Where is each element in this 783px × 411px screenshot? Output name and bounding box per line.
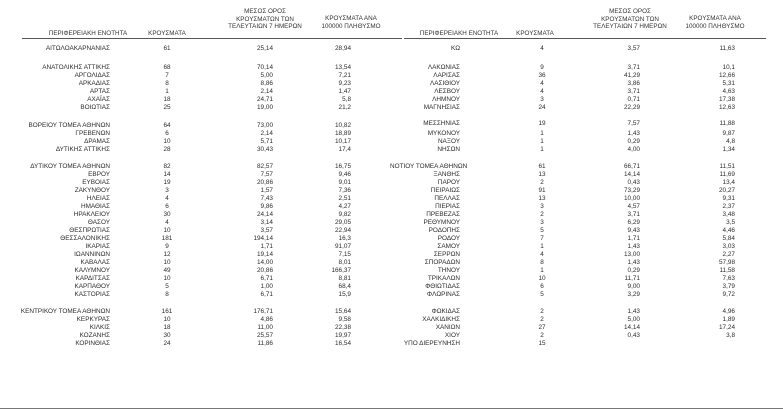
left-header-avg: ΜΕΣΟΣ ΟΡΟΣ ΚΡΟΥΣΜΑΤΩΝ ΤΩΝ ΤΕΛΕΥΤΑΙΩΝ 7 ΗΜΕΡΩΝ [228,8,302,31]
left-row-per100k: 21,2 [338,104,351,111]
left-row-per100k: 9,23 [338,80,351,87]
right-row-cases: 2 [540,179,544,186]
left-row-unit: ΘΕΣΠΡΩΤΙΑΣ [69,227,110,234]
right-row-unit: ΠΙΕΡΙΑΣ [435,203,460,210]
left-row-unit: ΔΥΤΙΚΟΥ ΤΟΜΕΑ ΑΘΗΝΩΝ [30,163,110,170]
left-row-per100k: 9,82 [338,211,351,218]
right-row-per100k: 3,79 [722,283,735,290]
left-row-unit: ΚΑΡΔΙΤΣΑΣ [75,275,110,282]
right-row-per100k: 11,69 [719,171,735,178]
right-row-per100k: 4,96 [722,308,735,315]
left-row-avg: 7,43 [260,195,273,202]
left-row-per100k: 13,54 [335,64,351,71]
right-row-unit: ΡΕΘΥΜΝΟΥ [423,219,460,226]
left-row-avg: 82,57 [257,163,273,170]
right-row-avg: 13,00 [624,251,640,258]
right-header-underline [404,38,766,39]
left-row-per100k: 28,94 [335,45,351,52]
left-row-avg: 24,71 [257,96,273,103]
right-row-cases: 9 [540,64,544,71]
right-row-per100k: 4,8 [726,138,735,145]
right-row-per100k: 3,48 [722,211,735,218]
right-row-unit: ΦΘΙΩΤΙΔΑΣ [425,283,460,290]
right-row-unit: ΞΑΝΘΗΣ [433,171,460,178]
left-row-avg: 24,14 [257,211,273,218]
left-row-cases: 82 [163,163,171,170]
left-row-cases: 9 [165,243,169,250]
right-row-cases: 4 [540,45,544,52]
right-row-cases: 1 [540,267,544,274]
left-row-per100k: 15,9 [338,291,351,298]
right-row-unit: ΣΠΟΡΑΔΩΝ [424,259,460,266]
right-row-avg: 0,43 [627,332,640,339]
right-row-unit: ΠΡΕΒΕΖΑΣ [426,211,460,218]
left-row-cases: 30 [163,211,171,218]
right-row-unit: ΝΗΣΩΝ [437,146,460,153]
left-row-unit: ΘΕΣΣΑΛΟΝΙΚΗΣ [60,235,110,242]
left-row-avg: 19,14 [257,251,273,258]
left-row-per100k: 4,27 [338,203,351,210]
right-row-unit: ΛΕΣΒΟΥ [434,88,460,95]
right-row-unit: ΠΑΡΟΥ [437,179,460,186]
right-row-per100k: 11,63 [719,45,735,52]
right-row-unit: ΜΥΚΟΝΟΥ [427,130,460,137]
right-row-avg: 66,71 [624,163,640,170]
left-row-unit: ΔΥΤΙΚΗΣ ΑΤΤΙΚΗΣ [55,146,110,153]
left-row-unit: ΑΝΑΤΟΛΙΚΗΣ ΑΤΤΙΚΗΣ [42,64,110,71]
right-row-per100k: 4,63 [722,88,735,95]
left-row-avg: 1,71 [260,243,273,250]
left-row-unit: ΚΕΡΚΥΡΑΣ [76,316,110,323]
right-row-per100k: 9,87 [722,130,735,137]
right-row-cases: 2 [540,211,544,218]
left-row-cases: 8 [165,80,169,87]
right-row-per100k: 9,72 [722,291,735,298]
left-row-cases: 19 [163,179,171,186]
left-header-underline [22,38,402,39]
left-row-unit: ΚΟΖΑΝΗΣ [79,332,110,339]
right-row-avg: 3,71 [627,64,640,71]
right-header-cases: ΚΡΟΥΣΜΑΤΑ [516,30,554,37]
right-row-cases: 4 [540,251,544,258]
left-row-avg: 1,00 [260,283,273,290]
left-row-unit: ΚΑΒΑΛΑΣ [80,259,110,266]
right-row-cases: 1 [540,130,544,137]
left-row-unit: ΙΚΑΡΙΑΣ [85,243,110,250]
right-row-avg: 0,43 [627,179,640,186]
left-row-cases: 30 [163,332,171,339]
right-row-unit: ΝΟΤΙΟΥ ΤΟΜΕΑ ΑΘΗΝΩΝ [390,163,468,170]
left-row-per100k: 18,89 [335,130,351,137]
left-row-avg: 176,71 [253,308,273,315]
left-row-avg: 2,14 [260,88,273,95]
right-row-unit: ΣΕΡΡΩΝ [433,251,460,258]
left-row-per100k: 91,07 [335,243,351,250]
left-row-avg: 5,71 [260,138,273,145]
right-row-unit: ΥΠΟ ΔΙΕΡΕΥΝΗΣΗ [403,340,460,347]
left-row-cases: 7 [165,72,169,79]
right-row-cases: 5 [540,291,544,298]
left-row-cases: 14 [163,171,171,178]
right-row-cases: 24 [538,104,546,111]
table-bottom-border [0,408,783,409]
left-row-avg: 7,57 [260,171,273,178]
left-row-per100k: 16,3 [338,235,351,242]
left-row-unit: ΚΟΡΙΝΘΙΑΣ [75,340,110,347]
left-row-avg: 8,86 [260,80,273,87]
right-row-unit: ΜΑΓΝΗΣΙΑΣ [423,104,460,111]
left-row-unit: ΓΡΕΒΕΝΩΝ [75,130,110,137]
right-row-avg: 4,57 [627,203,640,210]
left-row-per100k: 16,75 [335,163,351,170]
right-row-cases: 3 [540,219,544,226]
right-row-per100k: 3,8 [726,332,735,339]
right-row-per100k: 2,37 [722,203,735,210]
right-row-unit: ΠΕΛΛΑΣ [434,195,460,202]
left-row-per100k: 9,01 [338,179,351,186]
right-row-cases: 15 [538,340,546,347]
right-row-cases: 36 [538,72,546,79]
right-row-unit: ΣΑΜΟΥ [437,243,460,250]
right-header-avg: ΜΕΣΟΣ ΟΡΟΣ ΚΡΟΥΣΜΑΤΩΝ ΤΩΝ ΤΕΛΕΥΤΑΙΩΝ 7 ΗΜΕΡΩΝ [593,8,667,31]
right-row-avg: 5,00 [627,316,640,323]
left-row-per100k: 10,17 [335,138,351,145]
left-row-unit: ΑΙΤΩΛΟΑΚΑΡΝΑΝΙΑΣ [45,45,110,52]
left-row-avg: 30,43 [257,146,273,153]
right-row-unit: ΡΟΔΟΠΗΣ [428,227,460,234]
left-row-unit: ΒΟΙΩΤΙΑΣ [80,104,110,111]
left-header-per100k: ΚΡΟΥΣΜΑΤΑ ΑΝΑ 100000 ΠΛΗΘΥΣΜΟ [321,15,381,30]
right-row-per100k: 3,03 [722,243,735,250]
right-row-cases: 2 [540,332,544,339]
left-row-per100k: 17,4 [338,146,351,153]
right-row-unit: ΜΕΣΣΗΝΙΑΣ [423,120,460,127]
left-row-avg: 11,86 [257,340,273,347]
right-row-unit: ΧΑΛΚΙΔΙΚΗΣ [422,316,460,323]
left-row-cases: 4 [165,195,169,202]
right-row-avg: 3,86 [627,80,640,87]
left-row-cases: 10 [163,227,171,234]
right-row-avg: 11,71 [624,275,640,282]
left-row-per100k: 9,46 [338,171,351,178]
right-row-avg: 1,43 [627,259,640,266]
right-row-cases: 5 [540,227,544,234]
left-row-per100k: 9,58 [338,316,351,323]
left-row-cases: 64 [163,122,171,129]
left-row-unit: ΚΙΛΚΙΣ [89,324,110,331]
left-row-per100k: 166,37 [331,267,351,274]
right-row-cases: 19 [538,120,546,127]
right-row-unit: ΦΩΚΙΔΑΣ [431,308,460,315]
left-row-per100k: 7,36 [338,187,351,194]
left-row-per100k: 10,82 [335,122,351,129]
right-row-unit: ΚΩ [450,45,460,52]
right-row-unit: ΛΑΡΙΣΑΣ [433,72,460,79]
left-row-per100k: 15,64 [335,308,351,315]
right-row-cases: 2 [540,316,544,323]
left-row-per100k: 16,54 [335,340,351,347]
right-row-avg: 6,29 [627,219,640,226]
right-row-avg: 3,29 [627,291,640,298]
right-row-cases: 61 [538,163,546,170]
right-row-avg: 4,00 [627,146,640,153]
left-row-cases: 28 [163,146,171,153]
left-row-cases: 8 [165,291,169,298]
left-row-per100k: 7,15 [338,251,351,258]
right-header-unit: ΠΕΡΙΦΕΡΕΙΑΚΗ ΕΝΟΤΗΤΑ [419,30,499,37]
right-row-cases: 10 [538,275,546,282]
left-row-cases: 68 [163,64,171,71]
right-header-per100k: ΚΡΟΥΣΜΑΤΑ ΑΝΑ 100000 ΠΛΗΘΥΣΜΟ [685,15,745,30]
right-row-unit: ΡΟΔΟΥ [437,235,460,242]
left-row-cases: 4 [165,219,169,226]
left-row-unit: ΘΑΣΟΥ [87,219,110,226]
right-row-cases: 13 [538,195,546,202]
right-row-per100k: 17,24 [719,324,735,331]
left-row-cases: 10 [163,275,171,282]
left-row-unit: ΔΡΑΜΑΣ [84,138,110,145]
right-row-avg: 9,00 [627,283,640,290]
right-row-unit: ΠΕΙΡΑΙΩΣ [430,187,460,194]
left-row-unit: ΕΒΡΟΥ [88,171,110,178]
right-row-cases: 13 [538,171,546,178]
right-row-cases: 1 [540,243,544,250]
right-row-per100k: 7,63 [722,275,735,282]
right-row-per100k: 10,1 [722,64,735,71]
left-row-per100k: 1,47 [338,88,351,95]
left-row-unit: ΗΛΕΙΑΣ [86,195,110,202]
left-row-unit: ΑΡΚΑΔΙΑΣ [78,80,110,87]
right-row-cases: 2 [540,308,544,315]
right-row-cases: 3 [540,203,544,210]
left-row-unit: ΕΥΒΟΙΑΣ [82,179,110,186]
left-row-unit: ΑΡΤΑΣ [89,88,110,95]
left-row-avg: 2,14 [260,130,273,137]
left-row-per100k: 2,51 [338,195,351,202]
left-row-cases: 61 [163,45,171,52]
right-row-per100k: 5,31 [722,80,735,87]
right-row-per100k: 11,51 [719,163,735,170]
left-row-avg: 6,71 [260,291,273,298]
right-row-cases: 1 [540,138,544,145]
left-row-cases: 12 [163,251,171,258]
left-row-cases: 18 [163,324,171,331]
right-row-cases: 6 [540,283,544,290]
right-row-avg: 3,57 [627,45,640,52]
right-row-avg: 10,00 [624,195,640,202]
left-row-avg: 19,00 [257,104,273,111]
left-row-avg: 3,14 [260,219,273,226]
right-row-cases: 4 [540,88,544,95]
left-row-unit: ΒΟΡΕΙΟΥ ΤΟΜΕΑ ΑΘΗΝΩΝ [28,122,110,129]
left-row-cases: 10 [163,138,171,145]
left-row-unit: ΚΑΡΠΑΘΟΥ [74,283,110,290]
right-row-unit: ΛΗΜΝΟΥ [432,96,460,103]
left-row-cases: 18 [163,96,171,103]
right-row-per100k: 17,38 [719,96,735,103]
left-row-unit: ΚΑΛΥΜΝΟΥ [74,267,110,274]
right-row-cases: 27 [538,324,546,331]
left-row-avg: 20,86 [257,267,273,274]
right-row-unit: ΦΛΩΡΙΝΑΣ [426,291,460,298]
left-row-per100k: 8,81 [338,275,351,282]
right-row-cases: 91 [538,187,546,194]
left-row-avg: 4,86 [260,316,273,323]
left-row-avg: 25,57 [257,332,273,339]
right-row-per100k: 2,27 [722,251,735,258]
left-row-unit: ΚΑΣΤΟΡΙΑΣ [74,291,110,298]
left-row-cases: 6 [165,203,169,210]
right-row-avg: 22,29 [624,104,640,111]
left-row-avg: 194,14 [253,235,273,242]
left-row-cases: 161 [161,308,173,315]
left-row-avg: 6,71 [260,275,273,282]
left-row-cases: 1 [165,88,169,95]
right-row-cases: 8 [540,259,544,266]
right-row-per100k: 1,89 [722,316,735,323]
left-row-unit: ΗΜΑΘΙΑΣ [80,203,110,210]
left-row-cases: 3 [165,187,169,194]
right-row-avg: 7,57 [627,120,640,127]
left-row-per100k: 5,8 [342,96,351,103]
right-row-unit: ΛΑΣΙΘΙΟΥ [429,80,460,87]
left-row-cases: 49 [163,267,171,274]
left-row-avg: 20,86 [257,179,273,186]
left-header-cases: ΚΡΟΥΣΜΑΤΑ [148,30,186,37]
left-row-per100k: 22,94 [335,227,351,234]
left-row-cases: 10 [163,259,171,266]
right-row-cases: 4 [540,80,544,87]
right-row-unit: ΧΙΟΥ [444,332,460,339]
left-row-avg: 5,00 [260,72,273,79]
right-row-cases: 1 [540,146,544,153]
right-row-avg: 0,29 [627,267,640,274]
left-row-avg: 73,00 [257,122,273,129]
right-row-per100k: 57,98 [719,259,735,266]
left-row-avg: 25,14 [257,45,273,52]
right-row-per100k: 11,58 [719,267,735,274]
right-row-avg: 14,14 [624,171,640,178]
right-row-unit: ΤΗΝΟΥ [437,267,460,274]
left-row-avg: 9,86 [260,203,273,210]
right-row-per100k: 1,34 [722,146,735,153]
left-row-cases: 181 [161,235,173,242]
right-row-avg: 1,71 [627,235,640,242]
left-row-unit: ΚΕΝΤΡΙΚΟΥ ΤΟΜΕΑ ΑΘΗΝΩΝ [20,308,110,315]
right-row-avg: 0,29 [627,138,640,145]
right-row-cases: 3 [540,96,544,103]
right-row-avg: 1,43 [627,130,640,137]
left-row-cases: 10 [163,316,171,323]
right-row-avg: 1,43 [627,243,640,250]
right-row-per100k: 3,5 [726,219,735,226]
right-row-unit: ΛΑΚΩΝΙΑΣ [427,64,460,71]
right-row-avg: 3,71 [627,211,640,218]
right-row-avg: 3,71 [627,88,640,95]
right-row-avg: 73,29 [624,187,640,194]
right-row-per100k: 12,66 [719,72,735,79]
left-row-avg: 14,00 [257,259,273,266]
left-row-avg: 1,57 [260,187,273,194]
left-row-per100k: 22,38 [335,324,351,331]
right-row-avg: 9,43 [627,227,640,234]
left-row-unit: ΑΡΓΟΛΙΔΑΣ [74,72,110,79]
left-row-per100k: 7,21 [338,72,351,79]
right-row-per100k: 12,63 [719,104,735,111]
left-row-per100k: 29,05 [335,219,351,226]
right-row-per100k: 20,27 [719,187,735,194]
right-row-unit: ΝΑΞΟΥ [437,138,460,145]
right-row-per100k: 9,31 [722,195,735,202]
left-row-per100k: 19,97 [335,332,351,339]
left-row-unit: ΗΡΑΚΛΕΙΟΥ [73,211,110,218]
left-row-avg: 3,57 [260,227,273,234]
right-row-cases: 7 [540,235,544,242]
left-row-unit: ΙΩΑΝΝΙΝΩΝ [74,251,110,258]
left-row-avg: 11,00 [257,324,273,331]
right-row-unit: ΤΡΙΚΑΛΩΝ [427,275,460,282]
right-row-per100k: 11,88 [719,120,735,127]
right-row-per100k: 4,46 [722,227,735,234]
left-header-unit: ΠΕΡΙΦΕΡΕΙΑΚΗ ΕΝΟΤΗΤΑ [48,30,128,37]
left-row-unit: ΖΑΚΥΝΘΟΥ [74,187,110,194]
left-row-cases: 24 [163,340,171,347]
left-row-avg: 70,14 [257,64,273,71]
left-row-per100k: 8,01 [338,259,351,266]
right-row-unit: ΧΑΝΙΩΝ [435,324,460,331]
left-row-cases: 6 [165,130,169,137]
right-row-per100k: 13,4 [722,179,735,186]
left-row-per100k: 68,4 [338,283,351,290]
right-row-avg: 0,71 [627,96,640,103]
left-row-cases: 5 [165,283,169,290]
left-row-unit: ΑΧΑΪΑΣ [87,96,110,103]
right-row-avg: 1,43 [627,308,640,315]
left-row-cases: 25 [163,104,171,111]
right-row-avg: 41,29 [624,72,640,79]
right-row-avg: 14,14 [624,324,640,331]
right-row-per100k: 5,84 [722,235,735,242]
